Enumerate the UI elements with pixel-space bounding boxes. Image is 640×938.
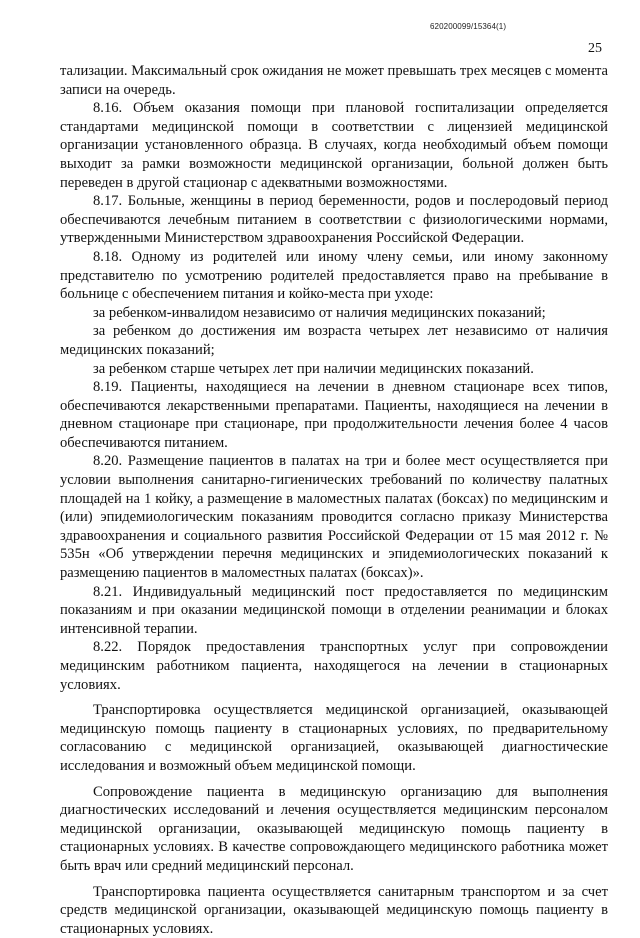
document-body	[60, 62, 608, 938]
paragraph-8-16: 8.16. Объем оказания помощи при плановой госпитализации определяется стандартами медицинской помощи в соответствии с лицензией медицинской организации установленного образца. В случаях, когда необходимый объем помощи выходит за рамки возможности медицинской организации, больной должен быть переведен в другой стационар с адекватными возможностями.	[60, 100, 608, 191]
list-item-child-over-four: за ребенком старше четырех лет при наличии медицинских показаний.	[93, 360, 534, 377]
paragraph-8-22: 8.22. Порядок предоставления транспортных услуг при сопровождении медицинским работником пациента, находящегося на лечении в стационарных условиях.	[60, 639, 608, 693]
list-item-disabled-child: за ребенком-инвалидом независимо от наличия медицинских показаний;	[93, 304, 546, 321]
paragraph-sanitary-transport: Транспортировка пациента осуществляется санитарным транспортом и за счет средств медицинской организации, оказывающей медицинскую помощь пациенту в стационарных условиях.	[60, 883, 608, 937]
paragraph-8-17: 8.17. Больные, женщины в период беременности, родов и послеродовый период обеспечиваются лечебным питанием в соответствии с физиологическими нормами, утвержденными Министерством здравоохранения Российской Федерации.	[60, 193, 608, 247]
paragraph-8-21: 8.21. Индивидуальный медицинский пост предоставляется по медицинским показаниям и при оказании медицинской помощи в отделении реанимации и блоках интенсивной терапии.	[60, 583, 608, 637]
paragraph-8-20: 8.20. Размещение пациентов в палатах на три и более мест осуществляется при условии выполнения санитарно-гигиенических требований по количеству палатных площадей на 1 койку, а размещение в маломестных палатах (боксах) по медицинским и (или) эпидемиологическим показаниям проводится согласно приказу Министерства здравоохранения и социального развития Российской Федерации от 15 мая 2012 г. № 535н «Об утверждении перечня медицинских и эпидемиологических показаний к размещению пациентов в маломестных палатах (боксах)».	[60, 453, 608, 582]
list-item-child-under-four: за ребенком до достижения им возраста четырех лет независимо от наличия медицинских показаний;	[60, 323, 608, 358]
paragraph-8-19: 8.19. Пациенты, находящиеся на лечении в дневном стационаре всех типов, обеспечиваются лекарственными препаратами. Пациенты, находящиеся на лечении в дневном стационаре при стационаре, при продолжительности лечения более 4 часов обеспечиваются питанием.	[60, 379, 608, 451]
paragraph-8-18: 8.18. Одному из родителей или иному члену семьи, или иному законному представителю по усмотрению родителей предоставляется право на пребывание в больнице с обеспечением питания и койко-места при уходе:	[60, 248, 608, 303]
paragraph-escort: Сопровождение пациента в медицинскую организацию для выполнения диагностических исследований и лечения осуществляется медицинским персоналом медицинской организации, оказывающей медицинскую помощь пациенту в стационарных условиях. В качестве сопровождающего медицинского работника может быть врач или средний медицинский персонал.	[60, 783, 608, 874]
paragraph-transportation: Транспортировка осуществляется медицинской организацией, оказывающей медицинскую помощь пациенту в стационарных условиях, по предварительному согласованию с медицинской организацией, оказывающей диагностические исследования и возможный объем медицинской помощи.	[60, 702, 608, 774]
document-id: 620200099/15364(1)	[430, 22, 507, 31]
paragraph-continuation: тализации. Максимальный срок ожидания не может превышать трех месяцев с момента записи на очередь.	[60, 63, 608, 98]
page-number: 25	[588, 41, 602, 56]
